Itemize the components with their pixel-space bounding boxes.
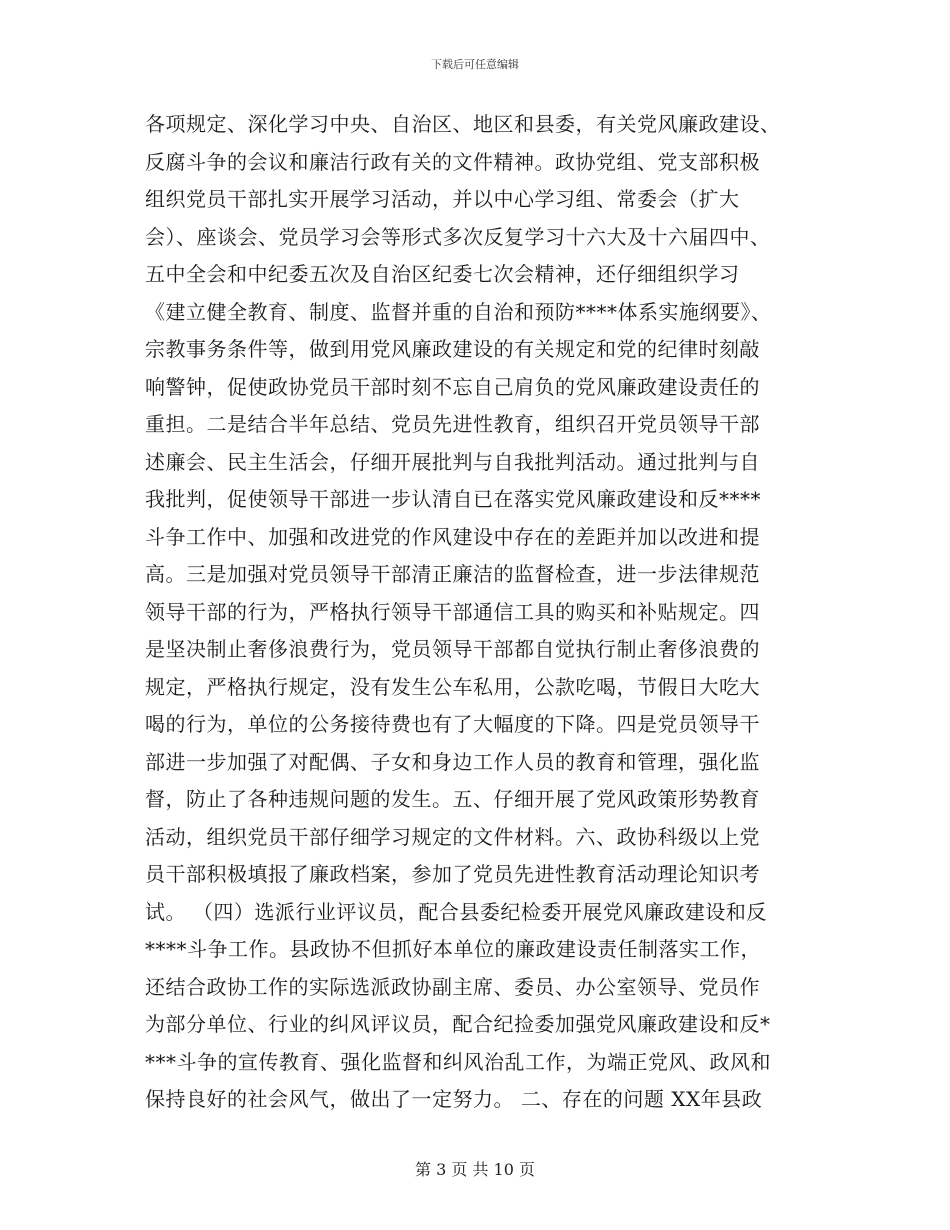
body-line: 督，防止了各种违规问题的发生。五、仔细开展了党风政策形势教育 xyxy=(145,787,760,811)
document-body xyxy=(145,106,810,1119)
body-line: 《建立健全教育、制度、监督并重的自治和预防****体系实施纲要》、 xyxy=(145,299,772,324)
body-line: 宗教事务条件等，做到用党风廉政建设的有关规定和党的纪律时刻敲 xyxy=(145,337,760,361)
page-number-footer: 第 3 页 共 10 页 xyxy=(415,1160,535,1179)
body-line: 各项规定、深化学习中央、自治区、地区和县委，有关党风廉政建设、 xyxy=(145,112,781,136)
body-line: 响警钟，促使政协党员干部时刻不忘自己肩负的党风廉政建设责任的 xyxy=(145,374,760,399)
body-line: 还结合政协工作的实际选派政协副主席、委员、办公室领导、党员作 xyxy=(145,974,760,999)
body-line: 员干部积极填报了廉政档案，参加了党员先进性教育活动理论知识考 xyxy=(145,862,760,886)
body-line: 保持良好的社会风气，做出了一定努力。 二、存在的问题 XX年县政 xyxy=(145,1087,763,1111)
body-line: 我批判，促使领导干部进一步认清自已在落实党风廉政建设和反**** xyxy=(145,487,761,511)
body-line: 重担。二是结合半年总结、党员先进性教育，组织召开党员领导干部 xyxy=(145,412,760,436)
body-line: 反腐斗争的会议和廉洁行政有关的文件精神。政协党组、党支部积极 xyxy=(145,149,760,174)
body-line: 会）、座谈会、党员学习会等形式多次反复学习十六大及十六届四中、 xyxy=(145,224,771,249)
body-line: 斗争工作中、加强和改进党的作风建设中存在的差距并加以改进和提 xyxy=(145,524,760,549)
body-line: 部进一步加强了对配偶、子女和身边工作人员的教育和管理，强化监 xyxy=(145,749,760,774)
body-line: 组织党员干部扎实开展学习活动，并以中心学习组、常委会（扩大 xyxy=(145,187,740,211)
body-line: ***斗争的宣传教育、强化监督和纠风治乱工作，为端正党风、政风和 xyxy=(145,1049,771,1074)
body-line: 述廉会、民主生活会，仔细开展批判与自我批判活动。通过批判与自 xyxy=(145,449,760,474)
body-line: 高。三是加强对党员领导干部清正廉洁的监督检查，进一步法律规范 xyxy=(145,562,760,586)
body-line: 活动，组织党员干部仔细学习规定的文件材料。六、政协科级以上党 xyxy=(145,824,760,849)
body-line: 为部分单位、行业的纠风评议员，配合纪捡委加强党风廉政建设和反* xyxy=(145,1012,771,1036)
body-line: 是坚决制止奢侈浪费行为，党员领导干部都自觉执行制止奢侈浪费的 xyxy=(145,637,760,661)
body-line: 领导干部的行为，严格执行领导干部通信工具的购买和补贴规定。四 xyxy=(145,599,760,624)
body-line: 喝的行为，单位的公务接待费也有了大幅度的下降。四是党员领导干 xyxy=(145,712,760,736)
body-line: ****斗争工作。县政协不但抓好本单位的廉政建设责任制落实工作， xyxy=(145,937,761,961)
body-line: 试。 （四）选派行业评议员，配合县委纪检委开展党风廉政建设和反 xyxy=(145,899,767,924)
page-header: 下载后可任意编辑 xyxy=(431,58,519,71)
body-line: 五中全会和中纪委五次及自治区纪委七次会精神，还仔细组织学习 xyxy=(145,262,740,286)
body-line: 规定，严格执行规定，没有发生公车私用，公款吃喝，节假日大吃大 xyxy=(145,674,760,699)
